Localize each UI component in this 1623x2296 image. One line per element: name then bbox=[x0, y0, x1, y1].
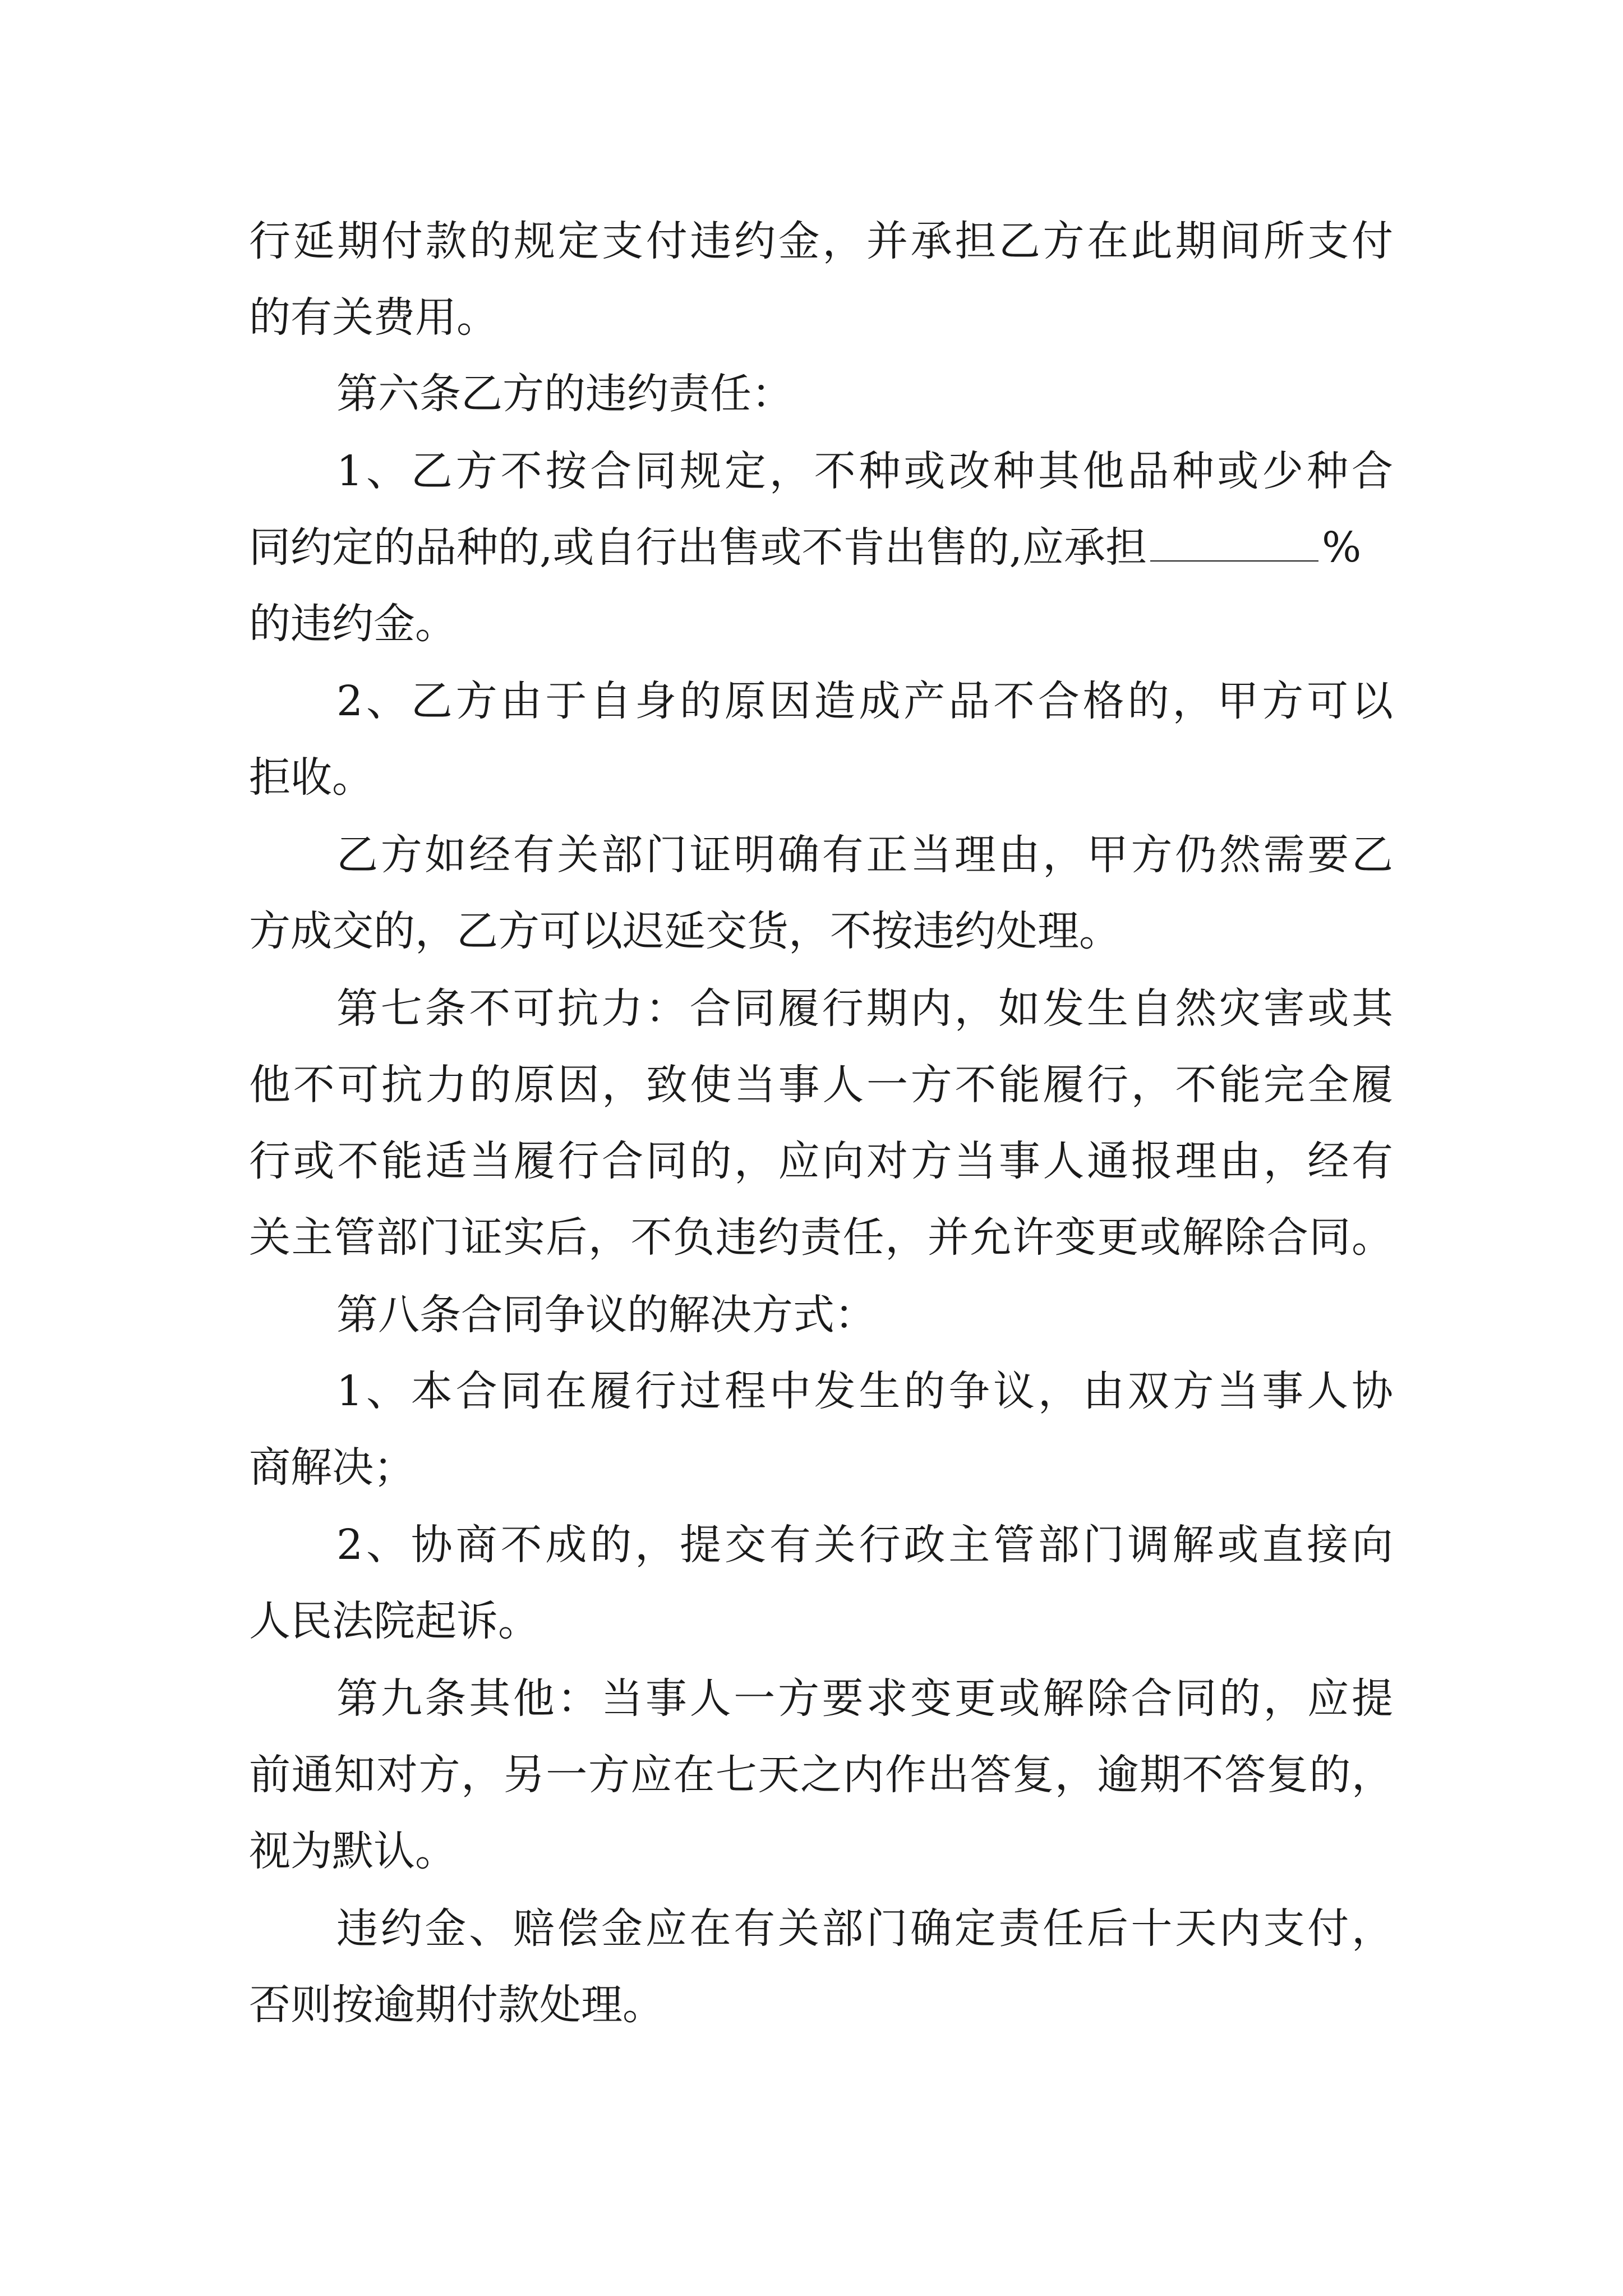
text-line: 1、乙方不按合同规定，不种或改种其他品种或少种合 bbox=[336, 447, 1393, 495]
text-line: 人民法院起诉。 bbox=[249, 1597, 540, 1645]
text-line: 拒收。 bbox=[249, 753, 374, 802]
text-line: 1、本合同在履行过程中发生的争议，由双方当事人协 bbox=[336, 1367, 1393, 1415]
text-line: 否则按逾期付款处理。 bbox=[249, 1981, 664, 2029]
article-8-heading: 第八条合同争议的解决方式： bbox=[336, 1291, 876, 1339]
text-line: 行延期付款的规定支付违约金，并承担乙方在此期间所支付 bbox=[249, 217, 1393, 265]
text-line: 行或不能适当履行合同的，应向对方当事人通报理由，经有 bbox=[249, 1137, 1393, 1185]
text-line: 前通知对方，另一方应在七天之内作出答复，逾期不答复的， bbox=[249, 1751, 1393, 1799]
fill-in-blank bbox=[1150, 527, 1318, 562]
text-line: 关主管部门证实后，不负违约责任，并允许变更或解除合同。 bbox=[249, 1213, 1393, 1262]
text-line: 他不可抗力的原因，致使当事人一方不能履行，不能完全履 bbox=[249, 1061, 1393, 1109]
text-line: 的违约金。 bbox=[249, 600, 457, 648]
text-line: 商解决； bbox=[249, 1443, 415, 1492]
article-7-heading: 第七条不可抗力：合同履行期内，如发生自然灾害或其 bbox=[336, 984, 1393, 1033]
text-line: 乙方如经有关部门证明确有正当理由，甲方仍然需要乙 bbox=[336, 831, 1393, 879]
text-line: 视为默认。 bbox=[249, 1827, 457, 1875]
article-6-heading: 第六条乙方的违约责任： bbox=[336, 370, 793, 418]
text-line: 2、乙方由于自身的原因造成产品不合格的，甲方可以 bbox=[336, 677, 1393, 725]
text-line bbox=[249, 519, 1393, 576]
text-line: 的有关费用。 bbox=[249, 293, 498, 342]
text-line: 违约金、赔偿金应在有关部门确定责任后十天内支付， bbox=[336, 1904, 1393, 1953]
text-line-content: 同约定的品种的,或自行出售或不肯出售的,应承担 bbox=[249, 523, 1147, 572]
article-9-heading: 第九条其他：当事人一方要求变更或解除合同的，应提 bbox=[336, 1674, 1393, 1723]
percent-sign: % bbox=[1322, 523, 1362, 572]
text-line: 方成交的，乙方可以迟延交货，不按违约处理。 bbox=[249, 907, 1121, 955]
text-line: 2、协商不成的，提交有关行政主管部门调解或直接向 bbox=[336, 1521, 1393, 1569]
